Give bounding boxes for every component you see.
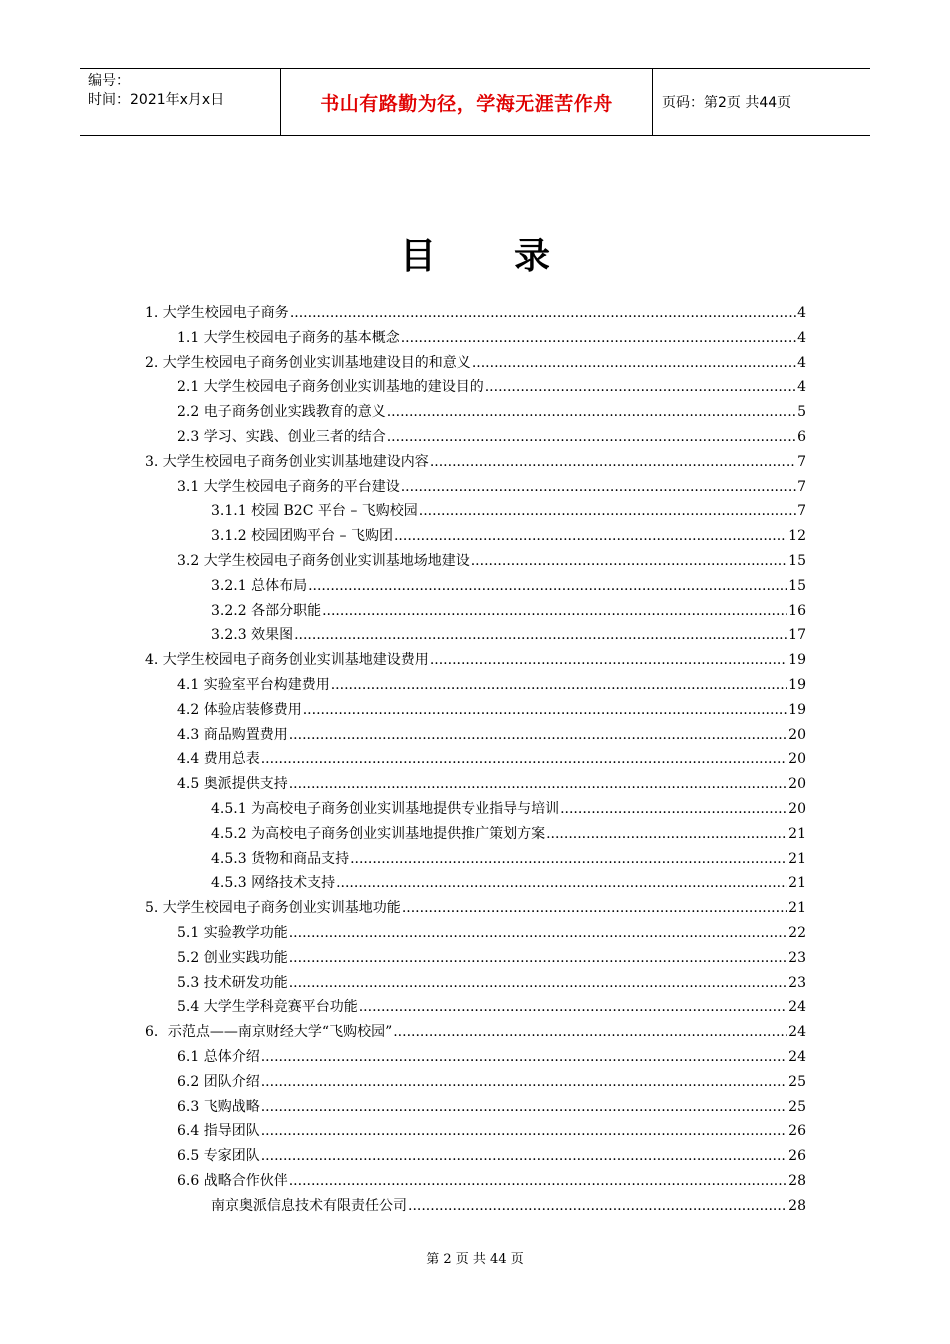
toc-entry-title: 3.1.1 校园 B2C 平台 – 飞购校园: [211, 503, 418, 520]
toc-entry-page: 5: [797, 404, 806, 421]
toc-entry-page: 21: [788, 900, 806, 917]
toc-entry[interactable]: [211, 819, 806, 843]
toc-entry-title: 2.3 学习、实践、创业三者的结合: [177, 429, 386, 445]
toc-entry[interactable]: [177, 918, 806, 942]
toc-entry[interactable]: [145, 645, 806, 669]
toc-entry-page: 7: [797, 453, 806, 470]
toc-leader-dots: [546, 825, 787, 843]
toc-leader-dots: [350, 850, 787, 868]
toc-leader-dots: [290, 304, 796, 322]
toc-entry[interactable]: [177, 992, 806, 1016]
toc-leader-dots: [359, 998, 787, 1016]
toc-entry[interactable]: [177, 1166, 806, 1190]
toc-entry[interactable]: [177, 744, 806, 768]
toc-entry-title: 5.1 实验教学功能: [177, 925, 288, 941]
toc-entry[interactable]: [211, 794, 806, 818]
toc-leader-dots: [430, 651, 787, 669]
toc-entry-title: 6.4 指导团队: [177, 1123, 260, 1140]
toc-leader-dots: [308, 577, 787, 595]
toc-entry-page: 21: [788, 850, 806, 867]
toc-entry[interactable]: [177, 1092, 806, 1116]
toc-entry[interactable]: [177, 422, 806, 446]
toc-entry-title: 4.5.1 为高校电子商务创业实训基地提供专业指导与培训: [211, 801, 560, 817]
toc-entry[interactable]: [211, 868, 806, 892]
toc-entry[interactable]: [211, 620, 806, 644]
toc-entry-page: 16: [788, 602, 806, 619]
toc-title-char-1: 目: [399, 236, 436, 277]
toc-entry[interactable]: [145, 893, 806, 917]
toc-leader-dots: [560, 800, 787, 818]
toc-entry-page: 28: [788, 1197, 806, 1214]
toc-entry-title: 1.1 大学生校园电子商务的基本概念: [177, 329, 400, 346]
toc-leader-dots: [289, 775, 787, 793]
toc-entry-title: 3.2.2 各部分职能: [211, 602, 322, 619]
toc-entry-page: 23: [788, 949, 806, 966]
toc-entry-title: 3.1 大学生校园电子商务的平台建设: [177, 478, 400, 495]
toc-entry-title: 3.2 大学生校园电子商务创业实训基地场地建设: [177, 553, 470, 569]
toc-entry-title: 4.4 费用总表: [177, 751, 260, 768]
toc-leader-dots: [331, 676, 787, 694]
toc-entry-title: 南京奥派信息技术有限责任公司: [211, 1197, 407, 1214]
toc-entry[interactable]: [177, 670, 806, 694]
toc-entry-title: 3. 大学生校园电子商务创业实训基地建设内容: [145, 453, 429, 470]
toc-leader-dots: [261, 1073, 787, 1091]
toc-entry[interactable]: [177, 695, 806, 719]
toc-entry[interactable]: [177, 968, 806, 992]
toc-entry-title: 6.3 飞购战略: [177, 1098, 260, 1115]
toc-entry-page: 26: [788, 1123, 806, 1140]
toc-entry-page: 20: [788, 776, 806, 793]
toc-entry[interactable]: [177, 1042, 806, 1066]
toc-entry-page: 4: [797, 305, 806, 321]
toc-entry[interactable]: [211, 521, 806, 545]
toc-entry-title: 2. 大学生校园电子商务创业实训基地建设目的和意义: [145, 354, 471, 371]
toc-entry[interactable]: [211, 496, 806, 520]
toc-entry-page: 26: [788, 1148, 806, 1165]
toc-entry-page: 25: [788, 1073, 806, 1090]
toc-entry[interactable]: [145, 1017, 806, 1041]
toc-leader-dots: [261, 1122, 787, 1140]
toc-entry-title: 2.2 电子商务创业实践教育的意义: [177, 404, 386, 421]
toc-entry-page: 20: [788, 751, 806, 768]
toc-leader-dots: [322, 602, 787, 620]
toc-entry[interactable]: [177, 323, 806, 347]
toc-entry-page: 15: [788, 553, 806, 569]
toc-leader-dots: [294, 626, 787, 644]
toc-entry[interactable]: [177, 720, 806, 744]
toc-entry-page: 28: [788, 1173, 806, 1189]
toc-entry-title: 4.1 实验室平台构建费用: [177, 677, 330, 693]
toc-entry-page: 4: [797, 329, 806, 346]
page-footer: 第 2 页 共 44 页: [426, 1252, 524, 1267]
toc-entry-page: 19: [788, 701, 806, 718]
toc-entry[interactable]: [211, 1191, 806, 1215]
toc-leader-dots: [485, 378, 796, 396]
toc-entry-title: 4.5.3 网络技术支持: [211, 875, 336, 892]
toc-leader-dots: [402, 899, 787, 917]
toc-entry-page: 24: [788, 1024, 806, 1041]
toc-leader-dots: [393, 1023, 787, 1041]
toc-leader-dots: [419, 502, 796, 520]
toc-title: [0, 228, 950, 279]
toc-entry-title: 4.2 体验店装修费用: [177, 701, 302, 718]
toc-entry-title: 1. 大学生校园电子商务: [145, 305, 289, 321]
toc-entry-page: 21: [788, 825, 806, 842]
toc-leader-dots: [472, 354, 796, 372]
toc-entry-title: 6.6 战略合作伙伴: [177, 1173, 288, 1189]
toc-leader-dots: [336, 874, 787, 892]
toc-entry[interactable]: [177, 472, 806, 496]
toc-leader-dots: [289, 949, 787, 967]
toc-entry-title: 3.1.2 校园团购平台 – 飞购团: [211, 528, 393, 545]
toc-leader-dots: [261, 750, 787, 768]
toc-entry-title: 6.5 专家团队: [177, 1148, 260, 1165]
toc-entry[interactable]: [211, 596, 806, 620]
toc-entry[interactable]: [145, 447, 806, 471]
toc-entry[interactable]: [211, 571, 806, 595]
toc-entry-title: 5.2 创业实践功能: [177, 949, 288, 966]
toc-entry-page: 15: [788, 577, 806, 594]
toc-leader-dots: [430, 453, 796, 471]
toc-leader-dots: [289, 924, 787, 942]
toc-entry[interactable]: [177, 1116, 806, 1140]
document-number-label: 编号：: [88, 73, 130, 89]
toc-entry-title: 6.1 总体介绍: [177, 1049, 260, 1065]
toc-entry-page: 7: [797, 503, 806, 520]
toc-entry-page: 24: [788, 1049, 806, 1065]
toc-entry[interactable]: [177, 1141, 806, 1165]
toc-title-char-2: 录: [514, 236, 551, 277]
toc-entry-page: 4: [797, 379, 806, 396]
toc-leader-dots: [408, 1197, 787, 1215]
toc-entry-title: 6.2 团队介绍: [177, 1073, 260, 1090]
toc-entry[interactable]: [145, 348, 806, 372]
toc-leader-dots: [401, 478, 796, 496]
header-meta: [80, 69, 281, 135]
toc-entry[interactable]: [177, 943, 806, 967]
toc-leader-dots: [387, 403, 796, 421]
toc-entry[interactable]: [211, 844, 806, 868]
toc-entry-page: 4: [797, 354, 806, 371]
toc-leader-dots: [471, 552, 787, 570]
toc-entry-page: 24: [788, 999, 806, 1016]
toc-entry-page: 12: [788, 528, 806, 545]
toc-entry-page: 22: [788, 925, 806, 941]
toc-entry[interactable]: [145, 298, 806, 322]
toc-leader-dots: [387, 428, 796, 446]
toc-entry-page: 25: [788, 1098, 806, 1115]
header-motto: 书山有路勤为径，学海无涯苦作舟: [281, 69, 653, 135]
toc-entry[interactable]: [177, 372, 806, 396]
toc-entry-page: 19: [788, 652, 806, 669]
toc-entry-title: 3.2.1 总体布局: [211, 577, 308, 594]
toc-entry[interactable]: [177, 397, 806, 421]
toc-entry-title: 5.4 大学生学科竞赛平台功能: [177, 999, 358, 1016]
toc-entry[interactable]: [177, 546, 806, 570]
toc-entry-title: 3.2.3 效果图: [211, 627, 294, 644]
toc-leader-dots: [289, 974, 787, 992]
toc-entry-title: 4.5 奥派提供支持: [177, 776, 288, 793]
header-page-info: 页码：第2页 共44页: [662, 95, 792, 111]
toc-leader-dots: [289, 1172, 787, 1190]
toc-leader-dots: [261, 1048, 787, 1066]
toc-leader-dots: [261, 1147, 787, 1165]
toc-leader-dots: [401, 329, 796, 347]
toc-leader-dots: [289, 726, 787, 744]
toc-entry-title: 4.3 商品购置费用: [177, 726, 288, 743]
toc-entry-title: 4.5.2 为高校电子商务创业实训基地提供推广策划方案: [211, 825, 546, 842]
toc-entry-page: 20: [788, 801, 806, 817]
toc-entry-page: 19: [788, 677, 806, 693]
toc-entry[interactable]: [177, 769, 806, 793]
toc-entry-title: 6．示范点——南京财经大学“飞购校园”: [145, 1024, 393, 1041]
toc-entry-page: 6: [797, 429, 806, 445]
document-time-label: 时间：2021年x月x日: [88, 92, 225, 108]
toc-entry-title: 4.5.3 货物和商品支持: [211, 850, 350, 867]
toc-entry-page: 23: [788, 974, 806, 991]
toc-entry[interactable]: [177, 1067, 806, 1091]
toc-leader-dots: [394, 527, 787, 545]
toc-entry-title: 2.1 大学生校园电子商务创业实训基地的建设目的: [177, 379, 484, 396]
toc-entry-page: 21: [788, 875, 806, 892]
toc-entry-title: 5.3 技术研发功能: [177, 974, 288, 991]
toc-entry-page: 17: [788, 627, 806, 644]
toc-entry-title: 4. 大学生校园电子商务创业实训基地建设费用: [145, 652, 429, 669]
toc-leader-dots: [303, 701, 787, 719]
page-header: [80, 68, 870, 136]
toc-entry-page: 7: [797, 478, 806, 495]
toc-entry-page: 20: [788, 726, 806, 743]
toc-leader-dots: [261, 1098, 787, 1116]
toc-entry-title: 5. 大学生校园电子商务创业实训基地功能: [145, 900, 401, 917]
